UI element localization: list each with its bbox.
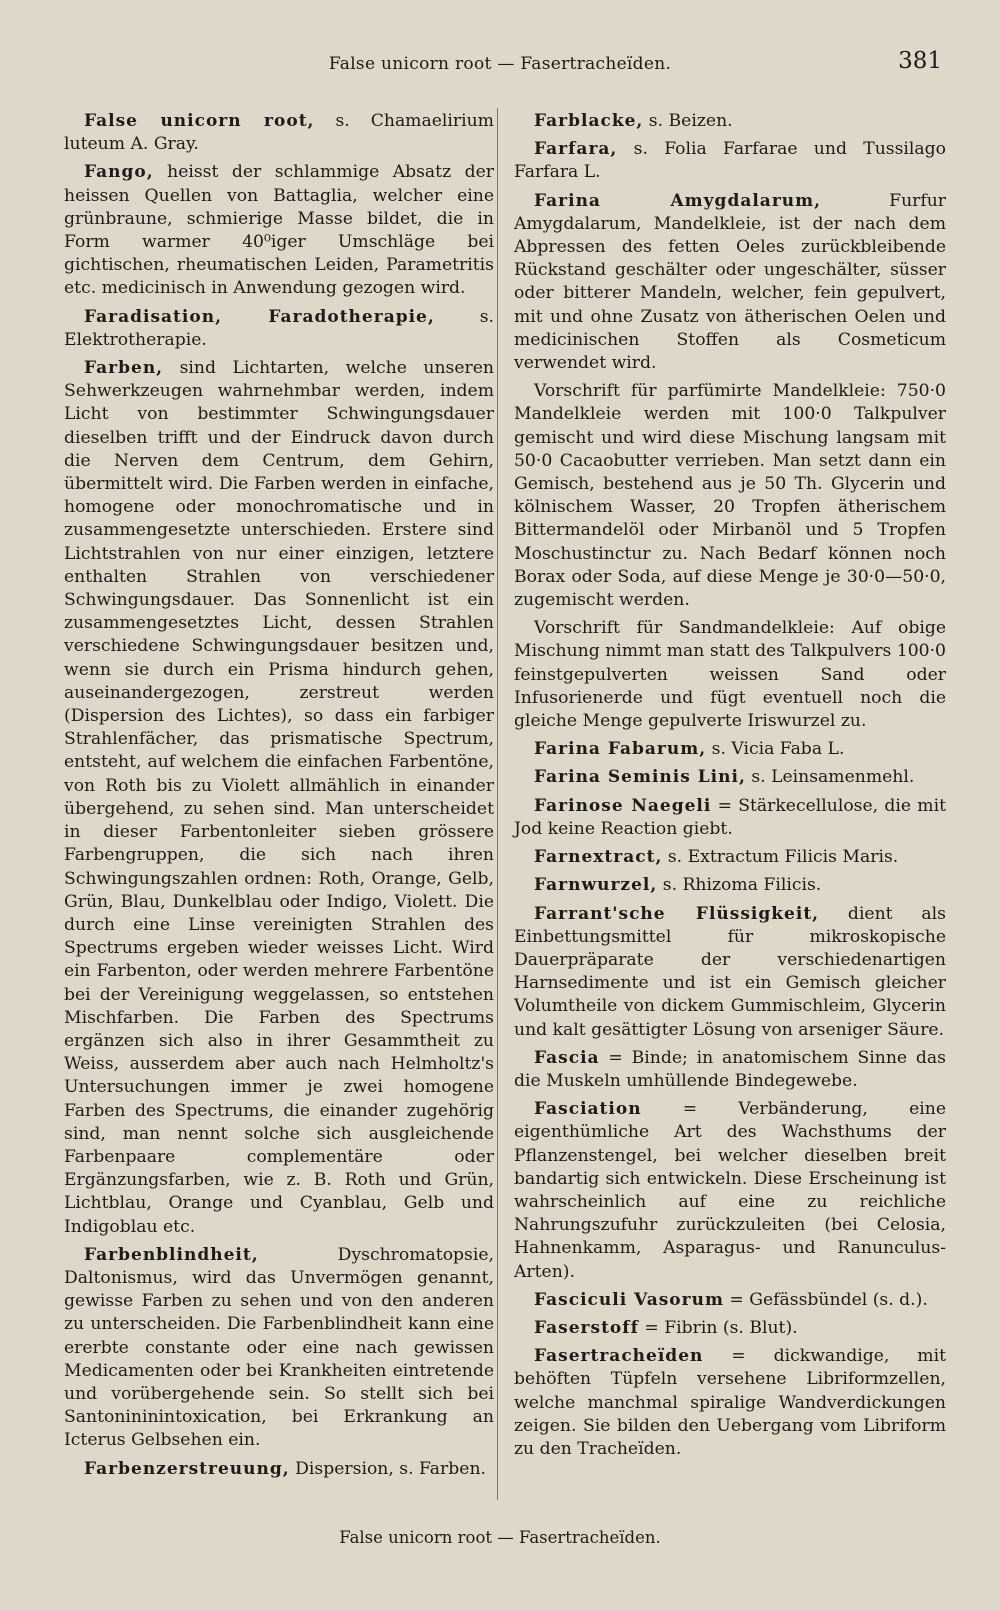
dictionary-entry xyxy=(514,190,946,376)
dictionary-entry xyxy=(64,161,494,300)
entry-headword: Farina Fabarum, xyxy=(534,739,707,760)
page-number: 381 xyxy=(898,48,942,74)
entry-headword: Farbenzerstreuung, xyxy=(84,1458,290,1479)
entry-headword: Fango, xyxy=(84,162,154,183)
entry-headword: Faserstoff xyxy=(534,1317,639,1338)
dictionary-entry xyxy=(514,138,946,184)
entry-text: Dyschromatopsie, Daltonismus, wird das Unvermögen genannt, gewisse Farben zu sehen und von den anderen zu unterscheiden. Die Farbenblindheit kann eine ererbte constante oder eine nach gewissen Medicamenten oder bei Krankheiten eintretende und vorübergehende sein. So stellt sich bei Santonininintoxication, bei Erkrankung an Icterus Gelbsehen ein. xyxy=(64,1244,494,1451)
dictionary-entry xyxy=(514,380,946,612)
dictionary-entry xyxy=(514,795,946,841)
header-title: False unicorn root — Fasertracheïden. xyxy=(328,54,672,74)
entry-headword: Farnextract, xyxy=(534,847,663,868)
entry-text: s. Leinsamenmehl. xyxy=(745,767,915,788)
dictionary-entry xyxy=(514,766,946,789)
dictionary-entry xyxy=(64,110,494,156)
entry-headword: Farina Amygdalarum, xyxy=(534,190,822,211)
dictionary-entry xyxy=(514,903,946,1042)
entry-text: s. Rhizoma Filicis. xyxy=(657,875,822,896)
entry-headword: Farfara, xyxy=(534,139,618,160)
dictionary-entry xyxy=(514,1345,946,1461)
dictionary-entry xyxy=(514,738,946,761)
entry-text: s. Chamaelirium luteum A. Gray. xyxy=(64,111,494,155)
dictionary-entry xyxy=(64,357,494,1239)
entry-text: s. Elektrotherapie. xyxy=(64,306,494,350)
dictionary-entry xyxy=(514,110,946,133)
dictionary-entry xyxy=(514,1317,946,1340)
column-divider xyxy=(497,108,498,1500)
entry-headword: Farina Seminis Lini, xyxy=(534,767,746,788)
entry-text: heisst der schlammige Absatz der heissen Quellen von Battaglia, welcher eine grünbraune, schmierige Masse bildet, die in Form warmer 40⁰iger Umschläge bei gichtischen, rheumatischen Leiden, Parametritis etc. medicinisch in Anwendung gezogen wird. xyxy=(64,162,494,299)
entry-headword: False unicorn root, xyxy=(84,111,315,131)
right-column xyxy=(514,110,946,1466)
entry-text: s. Folia Farfarae und Tussilago Farfara L. xyxy=(514,139,946,183)
entry-headword: Farblacke, xyxy=(534,111,644,131)
entry-text: Vorschrift für parfümirte Mandelkleie: 750·0 Mandelkleie werden mit 100·0 Talkpulver gemischt und wird diese Mischung langsam mit 50·0 Cacaobutter verrieben. Man setzt dann ein Gemisch, bestehend aus je 50 Th. Glycerin und kölnischem Wasser, 20 Tropfen ätherischem Bittermandelöl oder Mirbanöl und 5 Tropfen Moschustinctur zu. Nach Bedarf können noch Borax oder Soda, auf diese Menge je 30·0—50·0, zugemischt werden. xyxy=(514,381,946,611)
left-column xyxy=(64,110,494,1486)
entry-text: = Binde; in anatomischem Sinne das die Muskeln umhüllende Bindegewebe. xyxy=(514,1047,946,1091)
entry-text: s. Beizen. xyxy=(643,111,733,131)
entry-headword: Fasciculi Vasorum xyxy=(534,1289,724,1310)
entry-text: Dispersion, s. Farben. xyxy=(289,1458,486,1479)
entry-text: Furfur Amygdalarum, Mandelkleie, ist der nach dem Abpressen des fetten Oeles zurückbleibende Rückstand geschälter oder ungeschälter, süsser oder bitterer Mandeln, welcher, fein gepulvert, mit und ohne Zusatz von ätherischen Oelen und medicinischen Stoffen als Cosmeticum verwendet wird. xyxy=(514,190,947,374)
entry-text: s. Vicia Faba L. xyxy=(706,739,845,760)
entry-text: Vorschrift für Sandmandelkleie: Auf obige Mischung nimmt man statt des Talkpulvers 100·0 feinstgepulverten weissen Sand oder Infusorienerde und fügt eventuell noch die gleiche Menge gepulverte Iriswurzel zu. xyxy=(514,618,946,732)
entry-text: = Stärkecellulose, die mit Jod keine Reaction giebt. xyxy=(514,795,946,839)
dictionary-entry xyxy=(64,1244,494,1453)
entry-text: dient als Einbettungsmittel für mikroskopische Dauerpräparate der verschiedenartigen Harnsedimente und ist ein Gemisch gleicher Volumtheile von dickem Gummischleim, Glycerin und kalt gesättigter Lösung von arseniger Säure. xyxy=(514,903,946,1040)
entry-text: s. Extractum Filicis Maris. xyxy=(662,847,899,868)
entry-headword: Farbenblindheit, xyxy=(84,1244,259,1265)
dictionary-entry xyxy=(64,1458,494,1481)
entry-headword: Farben, xyxy=(84,358,164,379)
dictionary-entry xyxy=(64,306,494,352)
entry-text: = Fibrin (s. Blut). xyxy=(638,1317,798,1338)
dictionary-entry xyxy=(514,846,946,869)
entry-headword: Fascia xyxy=(534,1047,600,1068)
entry-headword: Farrant'sche Flüssigkeit, xyxy=(534,903,820,924)
running-header xyxy=(0,48,1000,80)
entry-text: = Gefässbündel (s. d.). xyxy=(723,1289,928,1310)
dictionary-entry xyxy=(514,874,946,897)
dictionary-entry xyxy=(514,1098,946,1284)
entry-headword: Fasciation xyxy=(534,1099,642,1120)
entry-text: = dickwandige, mit behöften Tüpfeln versehene Libriformzellen, welche manchmal spiralige Wandverdickungen zeigen. Sie bilden den Uebergang vom Libriform zu den Tracheïden. xyxy=(514,1346,946,1459)
footer-text: False unicorn root — Fasertracheïden. xyxy=(339,1528,661,1547)
entry-text: = Verbänderung, eine eigenthümliche Art des Wachsthums der Pflanzenstengel, bei welcher dieselben breit bandartig sich entwickeln. Diese Erscheinung ist wahrscheinlich auf eine zu reichliche Nahrungszufuhr zurückzuleiten (bei Celosia, Hahnenkamm, Asparagus- und Ranunculus-Arten). xyxy=(514,1099,946,1282)
dictionary-entry xyxy=(514,1047,946,1093)
dictionary-entry xyxy=(514,1289,946,1312)
entry-text: sind Lichtarten, welche unseren Sehwerkzeugen wahrnehmbar werden, indem Licht von bestimmter Schwingungsdauer dieselben trifft und der Eindruck davon durch die Nerven dem Centrum, dem Gehirn, übermittelt wird. Die Farben werden in einfache, homogene oder monochromatische und in zusammengesetzte unterschieden. Erstere sind Lichtstrahlen von nur einer einzigen, letztere enthalten Strahlen von verschiedener Schwingungsdauer. Das Sonnenlicht ist ein zusammengesetztes Licht, dessen Strahlen verschiedene Schwingungsdauer besitzen und, wenn sie durch ein Prisma hindurch gehen, auseinandergezogen, zerstreut werden (Dispersion des Lichtes), so dass ein farbiger Strahlenfächer, das prismatische Spectrum, entsteht, auf welchem die einfachen Farbentöne, von Roth bis zu Violett allmählich in einander übergehend, zu sehen sind. Man unterscheidet in dieser Farbentonleiter sieben grössere Farbengruppen, die sich nach ihren Schwingungszahlen ordnen: Roth, Orange, Gelb, Grün, Blau, Dunkelblau oder Indigo, Violett. Die durch eine Linse vereinigten Strahlen des Spectrums ergeben wieder weisses Licht. Wird ein Farbenton, oder werden mehrere Farbentöne bei der Vereinigung weggelassen, so entstehen Mischfarben. Die Farben des Spectrums ergänzen sich also in ihrer Gesammtheit zu Weiss, ausserdem aber auch nach Helmholtz's Untersuchungen immer je zwei homogene Farben des Spectrums, die einander zugehörig sind, man nennt solche sich ausgleichende Farbenpaare complementäre oder Ergänzungsfarben, wie z. B. Roth und Grün, Lichtblau, Orange und Cyanblau, Gelb und Indigoblau etc. xyxy=(64,358,494,1237)
dictionary-entry xyxy=(514,617,946,733)
entry-headword: Farnwurzel, xyxy=(534,875,658,896)
entry-headword: Faradisation, Faradotherapie, xyxy=(84,306,435,327)
entry-headword: Fasertracheïden xyxy=(534,1346,704,1367)
entry-headword: Farinose Naegeli xyxy=(534,795,712,816)
